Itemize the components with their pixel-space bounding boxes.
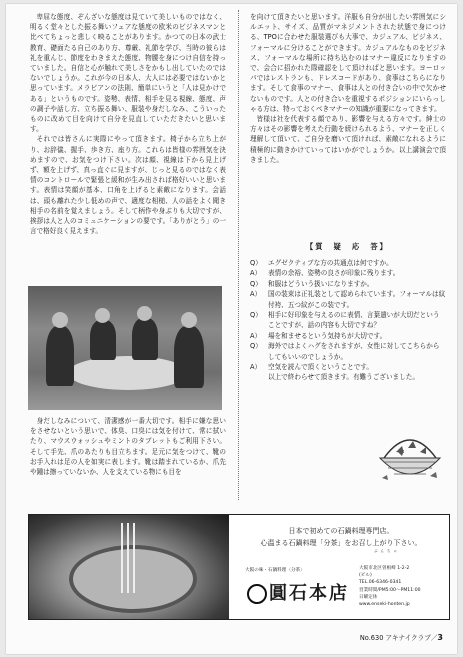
issue-number: No.630 xyxy=(359,634,384,642)
article-paragraph: 身だしなみについて、清潔感が一番大切です。相手に嫌な思いをさせないという思いで、体臭、口臭には気を付けて、常に拭いたり、マウスウォッシュやミントのタブレットもご利用下さい。そして手先、爪のあたりも目立ちます。足元に気をつけて、靴のお手入れは足の人を如実に表します。靴は踏まれているか、爪先や踵は擦っていないか、人を支えている物にも目を xyxy=(30,417,226,477)
qa-item xyxy=(250,289,446,310)
qa-text: 表情の余裕、姿勢の良さが印象に残ります。 xyxy=(268,269,400,278)
qa-mark: Q） xyxy=(250,311,262,320)
ad-info-line: TEL.06-6346-0341 xyxy=(359,580,402,586)
qa-text: 空気を読んで頂くということです。 xyxy=(268,363,373,372)
ad-tagline-ruby: ぶ ん ち ゃ xyxy=(374,549,398,553)
article-column-right-top xyxy=(250,12,446,232)
qa-item xyxy=(250,341,446,362)
ad-tagline-line: 日本で初めての石鍋料理専門店。 xyxy=(288,527,394,535)
qa-mark: A） xyxy=(250,331,262,340)
qa-mark: A） xyxy=(250,290,262,299)
photo-person-head xyxy=(181,312,197,328)
ad-info-line: 日曜定休 xyxy=(359,594,378,600)
qa-mark: Q） xyxy=(250,342,262,351)
qa-text: 場を和ませるという気持ちが大切です。 xyxy=(268,331,387,340)
footer-slash: ／ xyxy=(430,634,438,642)
photo-person-head xyxy=(52,312,68,328)
column-divider xyxy=(238,10,239,500)
hot-pot-photo xyxy=(29,515,229,619)
photo-table xyxy=(68,356,188,390)
page-sheet xyxy=(6,4,457,654)
qa-mark: A） xyxy=(250,363,262,372)
qa-list xyxy=(250,258,446,383)
qa-mark: Q） xyxy=(250,279,262,288)
logo-text: 圓石本店 xyxy=(269,583,349,604)
article-paragraph: 皆様は社を代表する顔であり、影響を与える方々です。紳士の方々はその影響を考えた行動を続けられるよう、マナーを正しく理解して頂いて、ご自分を磨いて頂ければ、素敵になれるように積極的に動きかけていってはいかがでしょうか。以上講演会で頂きました。 xyxy=(250,115,446,164)
qa-item xyxy=(250,258,446,268)
qa-heading: 【質 疑 応 答】 xyxy=(306,242,389,251)
photo-person xyxy=(46,326,74,386)
qa-closing: 以上で終わらせて頂きます。有難うございました。 xyxy=(268,373,419,382)
restaurant-logo xyxy=(247,579,349,605)
article-paragraph: 卑屈な態度、ぞんざいな態度は見ていて美しいものではなく、明るく堂々とした振る舞いフェアな態度の欧米のビジネスマンと比べてちょっと悲しく映ることがあります。かつての日本の武士教育、礎面たる自己のあり方、尊厳、礼節を学び、当時の彼らは礼を重んじ、節度をわきまえた態度、物腰を身につけ自信を持っていました。自信と心が触れて美しさをかもし出していたのではないでしょうか。これが今の日本人、大人には必要ではないかと思っています。メラビアンの法則、簡単にいうと「人は見かけである」というものです。姿勢、表情、相手を見る視線、態度、声の調子や話し方、立ち振る舞い、服装や身だしなみ、こういったものに改めて目を向けて自分を見直していただきたいと思います。 xyxy=(30,13,226,134)
photo-person xyxy=(90,320,116,360)
qa-text: 相手に好印象を与えるのに表情、言葉遣いが大切だということですが、話の内容も大切ですね？ xyxy=(268,311,440,330)
ad-info-line: www.enseki-honten.jp xyxy=(359,602,410,608)
qa-item xyxy=(250,310,446,331)
article-column-left-top xyxy=(30,12,226,282)
photo-person xyxy=(132,318,158,360)
qa-mark: Q） xyxy=(250,259,262,267)
ad-contact-info xyxy=(359,565,421,608)
qa-item xyxy=(250,279,446,289)
ad-tagline-line: 心温まる石鍋料理「分茶」をお召し上がり下さい。 xyxy=(260,539,422,547)
qa-text: エグゼクティブな方の共通点は何ですか。 xyxy=(268,259,393,267)
ad-tagline xyxy=(243,525,439,553)
restaurant-advertisement xyxy=(28,514,450,620)
qa-item xyxy=(250,331,446,341)
ad-info-line: 営業時間/PM5:00〜PM11:00 xyxy=(359,587,421,593)
photo-noodle xyxy=(127,523,129,593)
qa-text: 和服はどういう扱いになりますか。 xyxy=(268,279,374,288)
photo-noodle xyxy=(121,523,123,593)
logo-circle-icon xyxy=(247,584,267,604)
page-number: 3 xyxy=(437,633,443,642)
qa-text: 海外ではよくハグをされますが、女性に対してこちらからしてもいいのでしょうか。 xyxy=(268,342,440,361)
qa-text: 国の装束は正礼装として認められています。フォーマルは紋付袴、五つ紋がこの装です。 xyxy=(268,290,446,309)
basket-illustration-icon xyxy=(374,428,446,490)
page-footer xyxy=(360,632,443,642)
article-paragraph: を向けて頂きたいと思います。洋服も自分が出したい雰囲気にシルエット、サイズ、品質がマネジメントされた状態で身につける、TPOに合わせた服装選びも大事で、カジュアル、ビジネス、フォーマルに分けることができます。カジュアルなものをビジネス、フォーマルな場所に持ち込むのはマナー違反になりますので、会合に招かれた際確認をして頂ければと思います。ヨーロッパではレストランも、ドレスコードがあり、食事はこちらになります。そして食事のマナー、食事は人との付き合いの中で欠かせないものです。人との付き合いを重視するポジションにいらっしゃる方は、特っておくべきマナーの知識が重要になってきます。 xyxy=(250,13,446,113)
article-column-left-bottom xyxy=(30,416,226,514)
ad-info-line: (ビル) xyxy=(359,573,372,579)
photo-person-head xyxy=(95,308,110,323)
qa-item xyxy=(250,268,446,278)
ad-subtitle: 大阪の味・石鍋料理〈分茶〉 xyxy=(245,568,305,573)
ad-info-line: 大阪市北区曽根崎 1-2-2 xyxy=(359,566,410,571)
photo-person xyxy=(174,326,204,388)
article-paragraph: それでは皆さんに実際にやって頂きます。椅子から立ち上がり、お辞儀、握手、歩き方、座り方。これらは皆様の雰囲気を決めますので、お気をつけ下さい。次は顔、視線は下から見上げず、額を上げず、真っ直ぐに見ますが、じっと見るのではなく表情のコントロールで緊張と緩和が生み出されば格好いいと思います。表情は笑顔が基本、口角を上げると素敵になります。会話は、頭も離れた少し低めの声で、適度な相槌、人の話をよく聞き相手の名前を覚えましょう。そして柄作や身ぶりも大切ですが、挨拶は人と人のコミュニケーションの要です。「ありがとう」の一言で格好良く見えます。 xyxy=(30,135,226,236)
photo-person-head xyxy=(137,306,152,321)
photo-noodle xyxy=(133,523,135,593)
seminar-photo xyxy=(28,286,222,410)
magazine-name: アキナイクラブ xyxy=(385,634,431,642)
qa-item xyxy=(250,362,446,372)
qa-mark: A） xyxy=(250,269,262,278)
